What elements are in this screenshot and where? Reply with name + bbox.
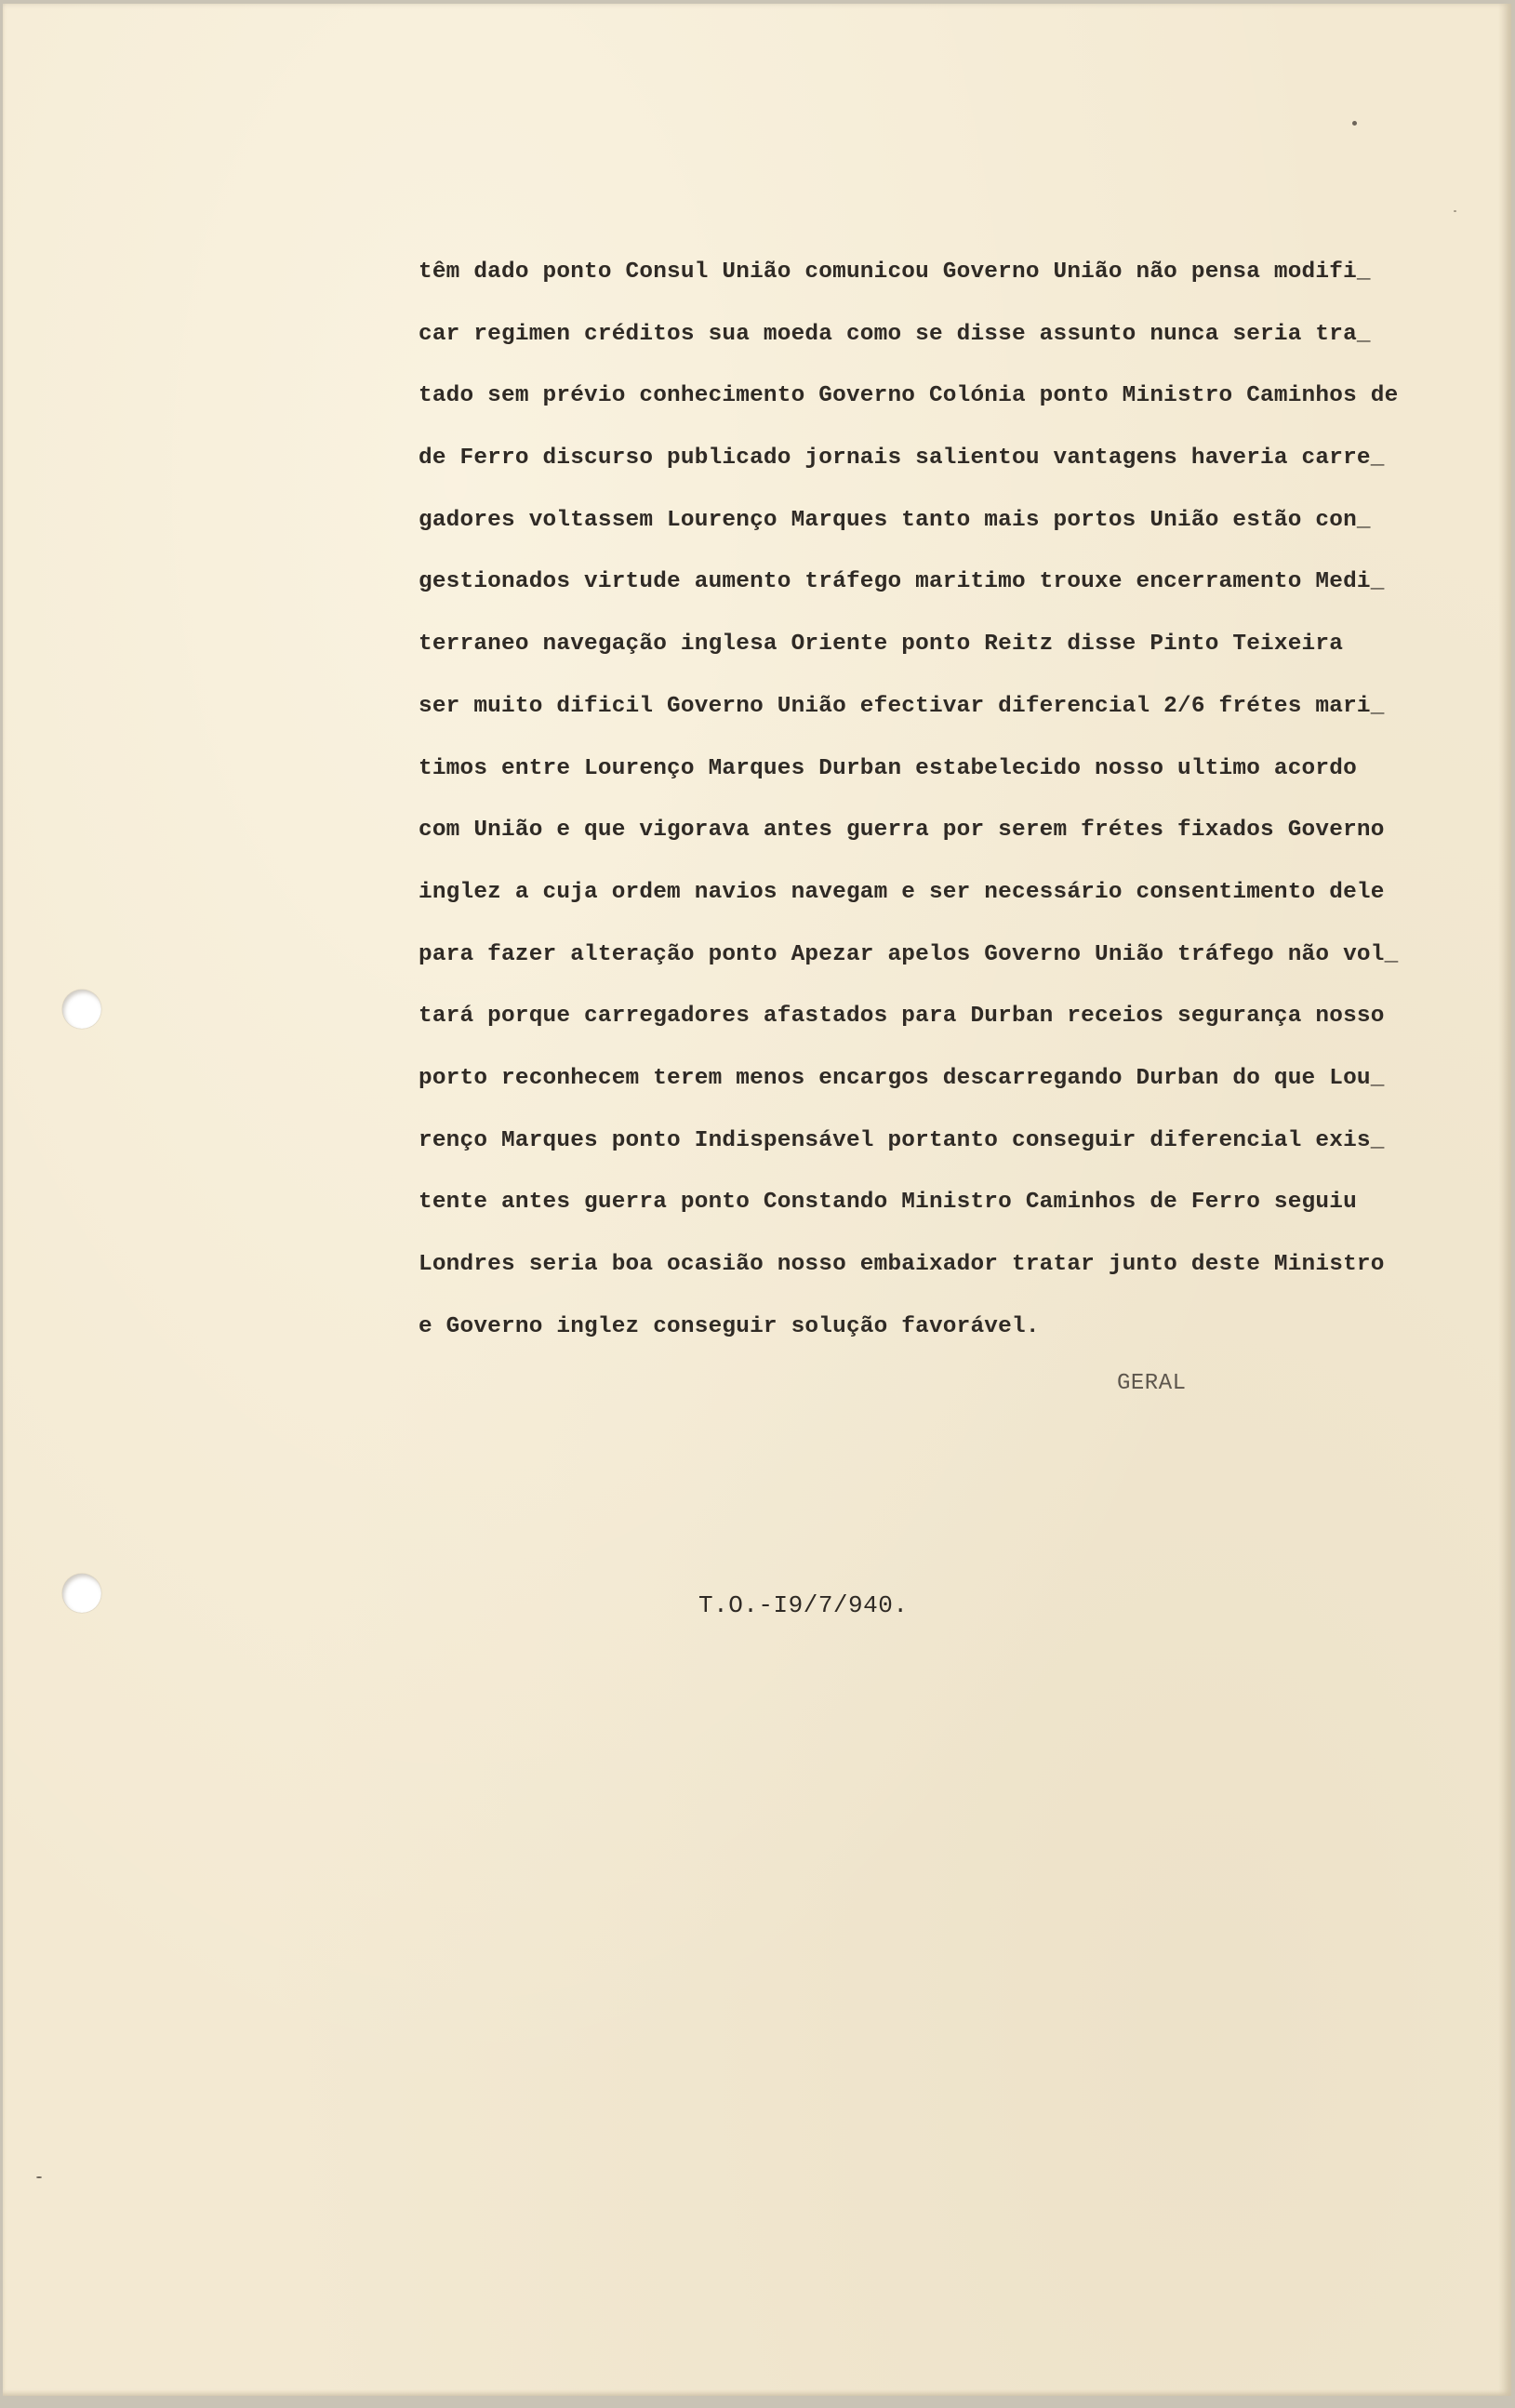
text-line: car regimen créditos sua moeda como se disse assunto nunca seria tra_	[419, 321, 1371, 347]
text-line: gadores voltassem Lourenço Marques tanto mais portos União estão con_	[419, 507, 1371, 533]
text-line: para fazer alteração ponto Apezar apelos Governo União tráfego não vol_	[419, 941, 1399, 967]
signature: GERAL	[1117, 1371, 1187, 1396]
punch-hole-top	[62, 990, 101, 1029]
text-line: gestionados virtude aumento tráfego maritimo trouxe encerramento Medi_	[419, 569, 1385, 595]
text-line: Londres seria boa ocasião nosso embaixador tratar junto deste Ministro	[419, 1252, 1385, 1277]
date-line: T.O.-I9/7/940.	[698, 1591, 909, 1619]
page-edge-shadow	[1498, 4, 1511, 2396]
paper-speck	[36, 2176, 42, 2178]
text-line: ser muito dificil Governo União efectivar diferencial 2/6 frétes mari_	[419, 693, 1385, 719]
text-line: com União e que vigorava antes guerra por serem frétes fixados Governo	[419, 818, 1385, 844]
telegram-body-text	[419, 253, 1497, 1369]
text-line: inglez a cuja ordem navios navegam e ser necessário consentimento dele	[419, 879, 1385, 905]
text-line: e Governo inglez conseguir solução favorável.	[419, 1313, 1040, 1339]
text-line: têm dado ponto Consul União comunicou Governo União não pensa modifi_	[419, 259, 1371, 285]
text-line: tado sem prévio conhecimento Governo Colónia ponto Ministro Caminhos de	[419, 383, 1399, 409]
text-line: tente antes guerra ponto Constando Ministro Caminhos de Ferro seguiu	[419, 1190, 1357, 1216]
text-line: de Ferro discurso publicado jornais salientou vantagens haveria carre_	[419, 446, 1385, 472]
document-page	[3, 4, 1511, 2396]
text-line: terraneo navegação inglesa Oriente ponto Reitz disse Pinto Teixeira	[419, 632, 1344, 658]
paper-speck	[1352, 121, 1357, 126]
text-line: tará porque carregadores afastados para Durban receios segurança nosso	[419, 1004, 1385, 1030]
text-line: renço Marques ponto Indispensável portanto conseguir diferencial exis_	[419, 1127, 1385, 1153]
text-line: porto reconhecem terem menos encargos descarregando Durban do que Lou_	[419, 1065, 1385, 1091]
text-line: timos entre Lourenço Marques Durban estabelecido nosso ultimo acordo	[419, 755, 1357, 781]
paper-speck	[1454, 210, 1456, 212]
punch-hole-bottom	[62, 1574, 101, 1613]
